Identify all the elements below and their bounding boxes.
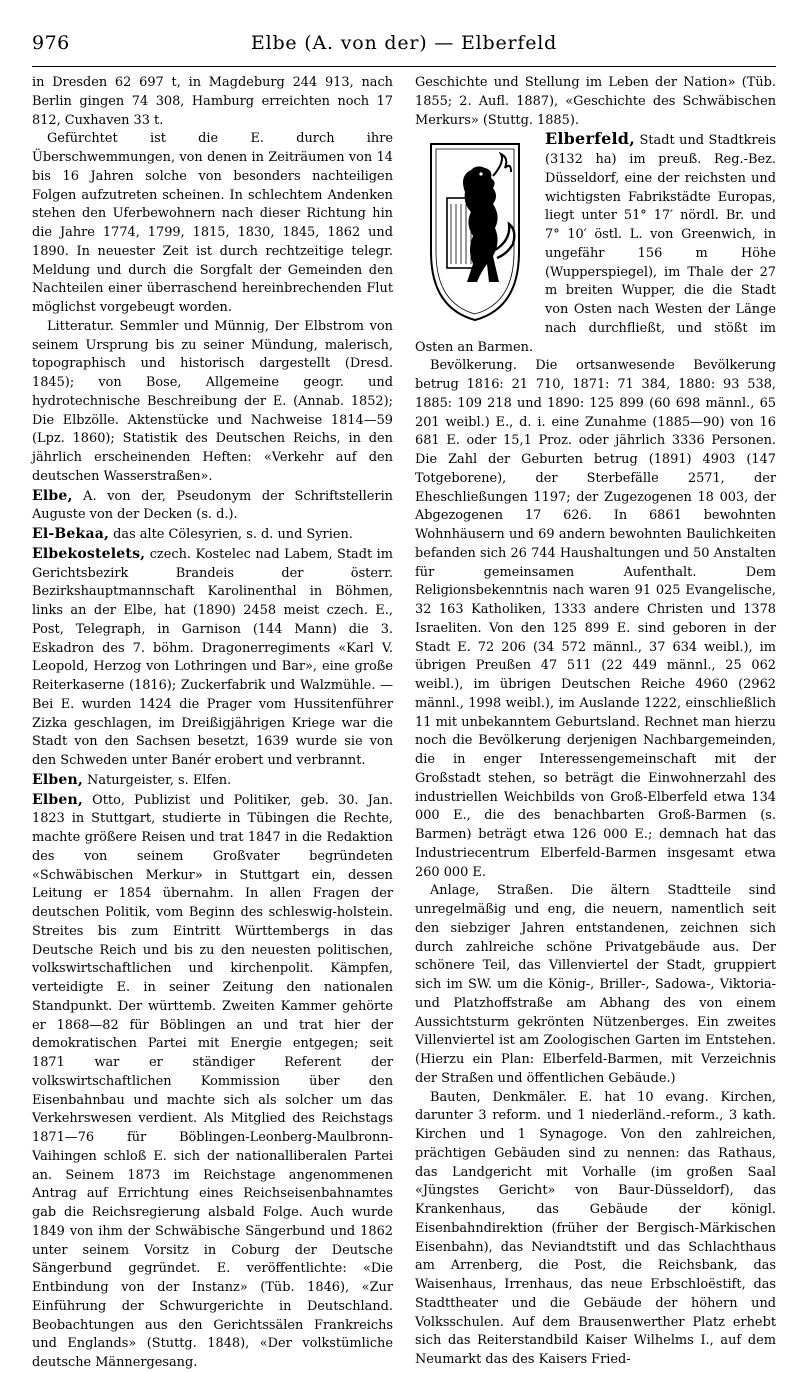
entry-text: A. von der, Pseudonym der Schriftstellerin Auguste von der Decken (s. d.). [32,488,393,523]
paragraph: in Dresden 62 697 t, in Magdeburg 244 913, nach Berlin gingen 74 308, Hamburg erreichten noch 17 812, Cuxhaven 33 t. [32,75,393,128]
paragraph: Bevölkerung. Die ortsanwesende Bevölkerung betrug 1816: 21 710, 1871: 71 384, 1880: 93 538, 1885: 109 218 und 1890: 125 899 (60 698 männl., 65 201 weibl.) E., d. i. eine Zunahme (1885—90) von 16 681 E. oder 15,1 Proz. oder jährlich 3336 Personen. Die Zahl der Geburten betrug (1891) 4903 (147 Totgeborene), der Sterbefälle 2571, der Eheschließungen 1197; der Zugezogenen 18 003, der Abgezogenen 17 626. In 6861 bewohnten Wohnhäusern und 69 andern bewohnten Baulichkeiten befanden sich 26 744 Haushaltungen und 50 Anstalten für gemeinsamen Aufenthalt. Dem Religionsbekenntnis nach waren 91 025 Evangelische, 32 163 Katholiken, 1333 andere Christen und 1378 Israeliten. Von den 125 899 E. sind geboren in der Stadt E. 72 206 (34 572 männl., 37 634 weibl.), im übrigen Preußen 47 511 (22 449 männl., 25 062 weibl.), im übrigen Deutschen Reiche 4960 (2962 männl., 1998 weibl.), im Auslande 1222, einschließlich 11 mit unbekanntem Geburtsland. Rechnet man hierzu noch die Bevölkerung derjenigen Nachbargemeinden, die in enger Interessengemeinschaft mit der Großstadt stehen, so beträgt die Einwohnerzahl des industriellen Weichbilds von Groß-Elberfeld etwa 134 000 E., die des benachbarten Groß-Barmen (s. Barmen) beträgt etwa 126 000 E.; demnach hat das Industriecentrum Elberfeld-Barmen insgesamt etwa 260 000 E. [415,358,776,880]
entry-text: Naturgeister, s. Elfen. [82,772,232,788]
paragraph: Bauten, Denkmäler. E. hat 10 evang. Kirchen, darunter 3 reform. und 1 niederländ.-reform., 3 kath. Kirchen und 1 Synagoge. Von den zahlreichen, prächtigen Gebäuden sind zu nennen: das Rathaus, das Landgericht mit Vorhalle (im großen Saal «Jüngstes Gericht» von Baur-Düsseldorf), das Krankenhaus, das Gebäude der königl. Eisenbahndirektion (früher der Bergisch-Märkischen Eisenbahn), das Neviandtstift und das Schlachthaus am Arrenberg, die Post, die Reichsbank, das Waisenhaus, Irrenhaus, das neue Erbschloëstift, das Stadttheater und die Gebäude der höhern und Volksschulen. Auf dem Brausenwerther Platz erhebt sich das Reiterstandbild Kaiser Wilhelms I., auf dem Neumarkt das des Kaisers Fried- [415,1089,776,1367]
headword: Elbe, [32,487,73,504]
text-columns [32,74,776,1373]
entry-text: Stadt und Stadtkreis (3132 ha) im preuß. Reg.-Bez. Düsseldorf, eine der reichsten und wichtigsten Fabrikstädte Europas, liegt unter 51° 17′ nördl. Br. und 7° 10′ östl. L. von Greenwich, in ungefähr 156 m Höhe (Wupperspiegel), im Thale der 27 m breiten Wupper, die die Stadt von Osten nach Westen der Länge nach durchfließt, und stößt im Osten an Barmen. [415,133,776,355]
paragraph: Anlage, Straßen. Die ältern Stadtteile sind unregelmäßig und eng, die neuern, namentlich seit den siebziger Jahren entstandenen, zeichnen sich durch zahlreiche schöne Privatgebäude aus. Der schönere Teil, das Villenviertel der Stadt, gruppiert sich im SW. um die König-, Briller-, Sadowa-, Viktoria- und Platzhoffstraße am Abhang des von einem Aussichtsturm gekrönten Nützenberges. Ein zweites Villenviertel ist am Zoologischen Garten im Entstehen. (Hierzu ein Plan: Elberfeld-Barmen, mit Verzeichnis der Straßen und öffentlichen Gebäude.) [415,883,776,1086]
paragraph: Litteratur. Semmler und Münnig, Der Elbstrom von seinem Ursprung bis zu seiner Mündung, malerisch, topographisch und historisch dargestellt (Dresd. 1845); von Bose, Allgemeine geogr. und hydrotechnische Beschreibung der E. (Annab. 1852); Die Elbzölle. Aktenstücke und Nachweise 1814—59 (Lpz. 1860); Statistik des Deutschen Reichs, in den jährlich erscheinenden Heften: «Verkehr auf den deutschen Wasserstraßen». [32,318,393,484]
entry-elberfeld [415,130,776,357]
headword: Elbekostelets, [32,545,146,562]
entry-elben-naturgeister [32,771,393,791]
paragraph: Geschichte und Stellung im Leben der Nation» (Tüb. 1855; 2. Aufl. 1887), «Geschichte des Schwäbischen Merkurs» (Stuttg. 1885). [415,75,776,128]
page-number: 976 [32,32,70,54]
headword: Elben, [32,771,83,788]
page-header [32,30,776,67]
right-column [415,74,776,1370]
entry-elben-otto [32,791,393,1373]
entry-elbe-pseudonym [32,487,393,526]
running-head: Elbe (A. von der) — Elberfeld [250,32,558,54]
entry-text: czech. Kostelec nad Labem, Stadt im Gerichtsbezirk Brandeis der österr. Bezirkshauptmannschaft Karolinenthal in Böhmen, links an der Elbe, hat (1890) 2458 meist czech. E., Post, Telegraph, in Garnison (144 Mann) die 3. Eskadron des 7. böhm. Dragonerregiments «Karl V. Leopold, Herzog von Lothringen und Bar», eine große Reiterkaserne (1816); Zuckerfabrik und Walzmühle. — Bei E. wurden 1424 die Prager vom Hussitenführer Zizka geschlagen, im Dreißigjährigen Kriege war die Stadt von den Sachsen besetzt, 1639 wurde sie von den Schweden unter Banér erobert und verbrannt. [32,546,393,768]
entry-text: Otto, Publizist und Politiker, geb. 30. Jan. 1823 in Stuttgart, studierte in Tübingen die Rechte, machte größere Reisen und trat 1847 in die Redaktion des von seinem Großvater begründeten «Schwäbischen Merkur» in Stuttgart ein, dessen Leitung er 1854 übernahm. In allen Fragen der deutschen Politik, vom Beginn des schleswig-holstein. Streites bis zum Eintritt Württembergs in das Deutsche Reich und bis zu den neuesten politischen, volkswirtschaftlichen und kirchenpolit. Kämpfen, verteidigte E. in seiner Zeitung den nationalen Standpunkt. Der württemb. Zweiten Kammer gehörte er 1868—82 für Böblingen an und trat hier der demokratischen Partei mit Energie entgegen; seit 1871 war er ständiger Referent der volkswirtschaftlichen Kommission über den Eisenbahnbau und machte sich als solcher um das Verkehrswesen verdient. Als Mitglied des Reichstags 1871—76 für Böblingen-Leonberg-Maulbronn-Vaihingen schloß E. sich der nationalliberalen Partei an. Seinem 1873 im Reichstage angenommenen Antrag auf Errichtung eines Reichseisenbahnamtes gab die Reichsregierung alsbald Folge. Auch wurde 1849 von ihm der Schwäbische Sängerbund und 1862 unter seinem Vorsitz in Coburg der Deutsche Sängerbund gegründet. E. veröffentlichte: «Die Entbindung von der Instanz» (Tüb. 1846), «Zur Einführung der Schwurgerichte in Deutschland. Beobachtungen aus den Gerichtssälen Frankreichs und Englands» (Stuttg. 1848), «Der volkstümliche deutsche Männergesang. [32,792,393,1370]
left-column [32,74,393,1373]
entry-elbekostelets [32,545,393,771]
paragraph: Gefürchtet ist die E. durch ihre Überschwemmungen, von denen in Zeiträumen von 14 bis 16 Jahren solche von besonders nachteiligen Folgen aufzutreten scheinen. In schlechtem Andenken stehen den Uferbewohnern nach dieser Richtung hin die Jahre 1774, 1799, 1815, 1830, 1845, 1862 und 1890. In neuester Zeit ist durch rechtzeitige telegr. Meldung und durch die Sorgfalt der Gemeinden den Nachteilen einer überraschend hereinbrechenden Flut möglichst vorgebeugt worden. [32,131,393,315]
headword: Elben, [32,791,83,808]
entry-el-bekaa [32,525,393,545]
headword: El-Bekaa, [32,526,110,542]
coat-of-arms-icon [415,132,535,328]
entry-text: das alte Cölesyrien, s. d. und Syrien. [109,527,353,542]
headword: Elberfeld, [545,129,635,149]
